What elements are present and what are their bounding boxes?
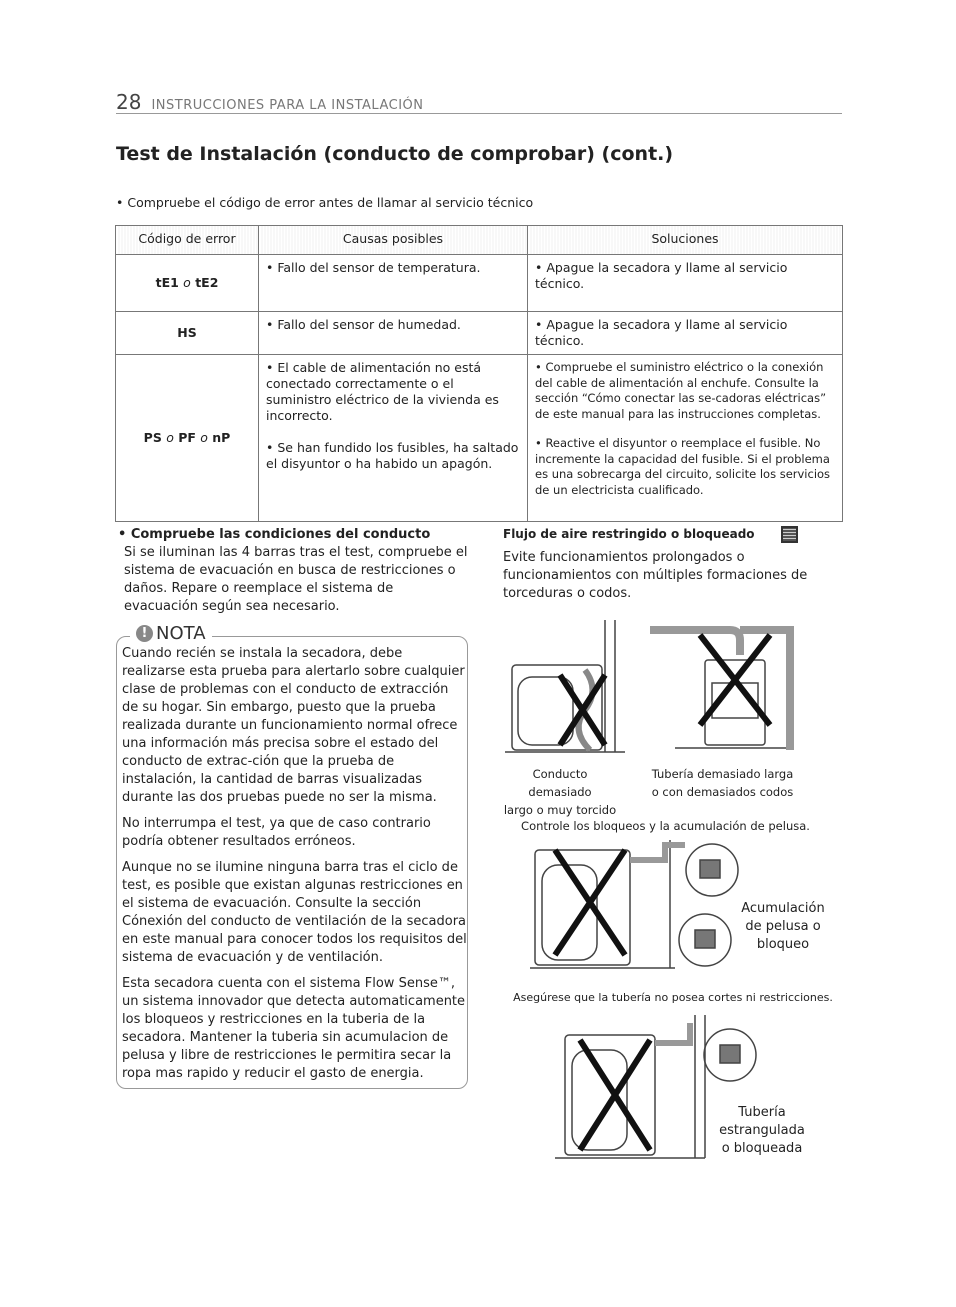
note-paragraph: Esta secadora cuenta con el sistema Flow Sense™, un sistema innovador que detecta automaticamente los bloqueos y restricciones en la tuberia de la secadora. Mantener la tuberia sin acumulacion de pelusa y libre de restricciones le permitira secar la ropa mas rapido y reducir el gasto de energia. [122,976,466,1081]
table-row [116,355,843,522]
caption-crushed: Tubería estrangulada o bloqueada [719,1105,805,1156]
caption-many-elbows: Tubería demasiado larga o con demasiados codos [651,767,794,799]
cause: • Se han fundido los fusibles, ha saltado el disyuntor o ha habido un apagón. [266,440,519,471]
note-paragraph: No interrumpa el test, ya que de caso contrario podría obtener resultados erróneos. [122,816,431,849]
duct-conditions [118,526,468,616]
duct-illustrations [500,615,845,1175]
col-header: Soluciones [528,226,843,255]
lint-buildup-illustration [530,840,738,968]
error-code: PS o PF o nP [116,355,259,522]
section-title: INSTRUCCIONES PARA LA INSTALACIÓN [151,98,424,113]
note-paragraph: Aunque no se ilumine ninguna barra tras el ciclo de test, es posible que existan algunas restricciones en el sistema de evacuación. Consulte la sección Cónexión del conducto de ventilación de la secadora en este manual para conocer todos los requisitos del sistema de evacuación y de ventilación. [122,860,467,965]
caption-long-duct: Conducto demasiado largo o muy torcido [503,767,617,817]
solution: • Compruebe el suministro eléctrico o la conexión del cable de alimentación al enchufe. Consulte la sección “Cómo conectar las se-cadoras eléctricas” de este manual para las instrucciones completas. [535,360,827,421]
airflow-body: Evite funcionamientos prolongados o funcionamientos con múltiples formaciones de torceduras o codos. [503,550,808,601]
note-body [122,645,467,1091]
caption-lint: Acumulación de pelusa o bloqueo [741,901,825,952]
duct-body: Si se iluminan las 4 barras tras el test, compruebe el sistema de evacuación en busca de restricciones o daños. Repare o reemplace el sistema de evacuación según sea necesario. [124,545,468,614]
solution: • Apague la secadora y llame al servicio técnico. [528,312,843,355]
note-paragraph: Cuando recién se instala la secadora, debe realizarse esta prueba para alertarlo sobre cualquier clase de problemas con el conducto de extracción de su hogar. Sin embargo, puesto que la prueba realizada durante un funcionamiento normal ofrece una información más precisa sobre el estado del conducto de extrac-ción que la prueba de instalación, la cantidad de barras visualizadas durante las dos pruebas puede no ser la misma. [122,646,465,805]
cause: • El cable de alimentación no está conectado correctamente o el suministro eléctrico de la vivienda es incorrecto. [266,360,499,423]
cause: • Fallo del sensor de temperatura. [259,255,528,312]
dryer-long-duct-illustration [505,620,625,752]
solutions [528,355,843,522]
caption-no-cuts: Asegúrese que la tubería no posea cortes ni restricciones. [513,991,833,1004]
col-header: Causas posibles [259,226,528,255]
caption-check-blockage: Controle los bloqueos y la acumulación de pelusa. [521,819,810,833]
causes [259,355,528,522]
solution: • Apague la secadora y llame al servicio técnico. [528,255,843,312]
cause: • Fallo del sensor de humedad. [259,312,528,355]
page-title: Test de Instalación (conducto de comprobar) (cont.) [116,143,674,165]
col-header: Código de error [116,226,259,255]
page-header [116,90,842,114]
intro-text: • Compruebe el código de error antes de llamar al servicio técnico [116,195,534,210]
airflow-section [503,526,843,603]
table-row [116,312,843,355]
exclamation-icon: ! [136,625,153,642]
dryer-many-elbows-illustration [650,630,790,750]
display-icon [781,526,798,543]
table-row [116,255,843,312]
note-label: NOTA [156,623,206,644]
error-code: tE1 o tE2 [116,255,259,312]
airflow-heading: Flujo de aire restringido o bloqueado [503,526,843,543]
duct-heading: • Compruebe las condiciones del conducto [118,527,431,542]
solution: • Reactive el disyuntor o reemplace el fusible. No incremente la capacidad del fusible. Si el problema es una sobrecarga del circuito, solicite los servicios de un electricista cualificado. [535,436,831,497]
error-code-table [115,225,843,522]
note-heading [130,623,212,644]
page-number: 28 [116,90,142,114]
error-code: HS [116,312,259,355]
